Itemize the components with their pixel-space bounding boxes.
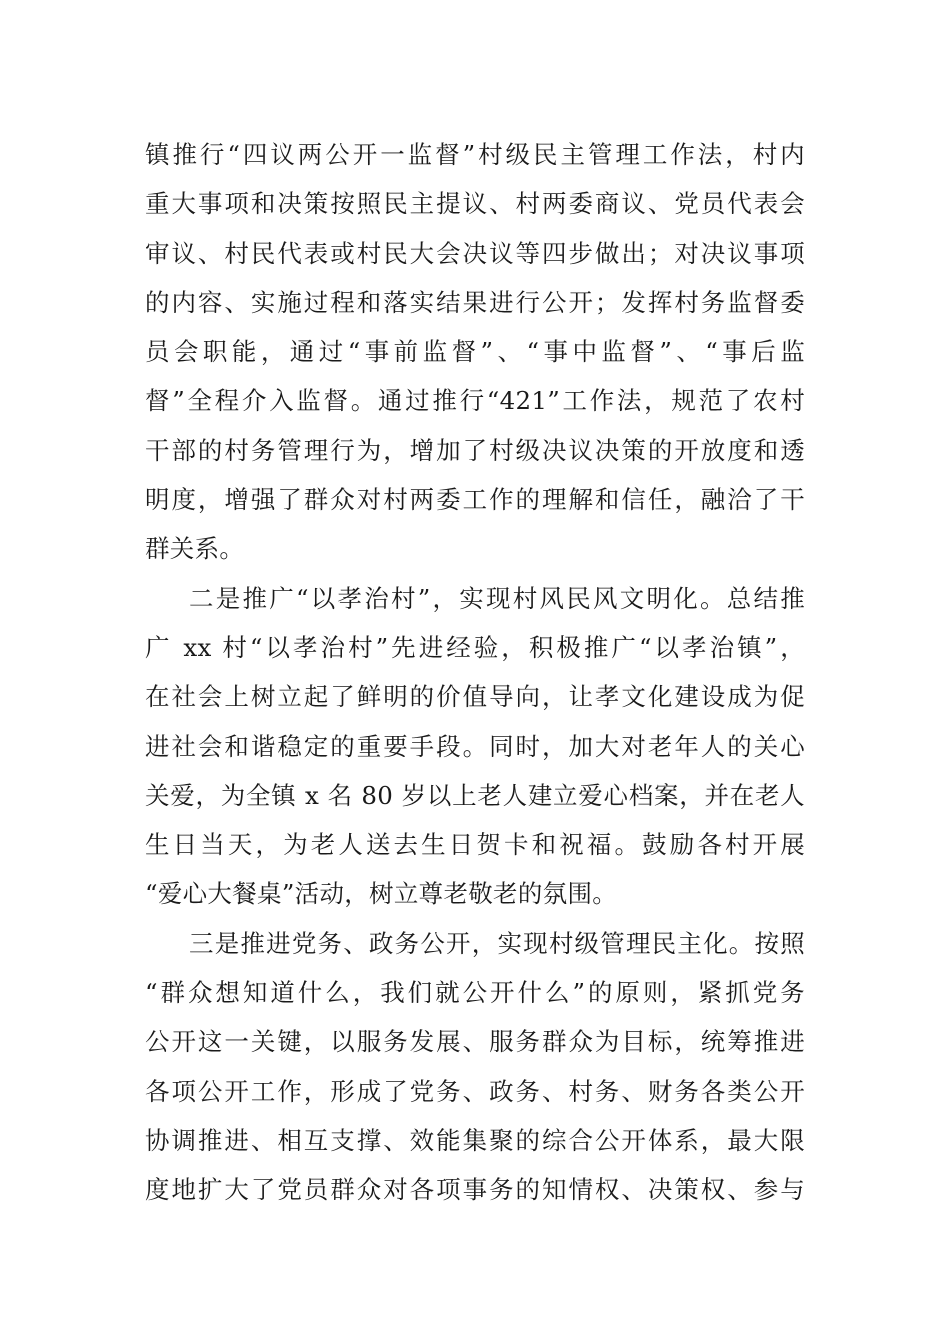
text-line: 各项公开工作，形成了党务、政务、村务、财务各类公开 (145, 1076, 805, 1106)
document-body (145, 130, 805, 1215)
text-line: 度地扩大了党员群众对各项事务的知情权、决策权、参与 (145, 1175, 805, 1205)
text-line: 在社会上树立起了鲜明的价值导向，让孝文化建设成为促 (145, 682, 805, 712)
text-line: “群众想知道什么，我们就公开什么”的原则，紧抓党务 (145, 978, 805, 1008)
text-line: 督”全程介入监督。通过推行“421”工作法，规范了农村 (145, 386, 805, 416)
text-line: “爱心大餐桌”活动，树立尊老敬老的氛围。 (145, 879, 618, 909)
text-line: 员会职能，通过“事前监督”、“事中监督”、“事后监 (145, 337, 805, 367)
text-line: 生日当天，为老人送去生日贺卡和祝福。鼓励各村开展 (145, 830, 805, 860)
text-line: 审议、村民代表或村民大会决议等四步做出；对决议事项 (145, 238, 805, 268)
text-line: 镇推行“四议两公开一监督”村级民主管理工作法，村内 (145, 140, 805, 169)
text-line: 关爱，为全镇 x 名 80 岁以上老人建立爱心档案，并在老人 (145, 780, 805, 810)
text-line: 协调推进、相互支撑、效能集聚的综合公开体系，最大限 (145, 1125, 805, 1155)
text-line: 干部的村务管理行为，增加了村级决议决策的开放度和透 (145, 435, 805, 465)
text-line: 广 xx 村“以孝治村”先进经验，积极推广“以孝治镇”， (145, 632, 805, 662)
paragraph-start-line: 三是推进党务、政务公开，实现村级管理民主化。按照 (189, 928, 805, 958)
text-line: 明度，增强了群众对村两委工作的理解和信任，融洽了干 (145, 485, 805, 515)
text-line: 重大事项和决策按照民主提议、村两委商议、党员代表会 (145, 189, 805, 219)
text-line: 进社会和谐稳定的重要手段。同时，加大对老年人的关心 (145, 731, 805, 761)
text-line: 群关系。 (145, 534, 245, 564)
paragraph-start-line: 二是推广“以孝治村”，实现村风民风文明化。总结推 (189, 583, 805, 613)
text-line: 公开这一关键，以服务发展、服务群众为目标，统筹推进 (145, 1027, 805, 1057)
text-line: 的内容、实施过程和落实结果进行公开；发挥村务监督委 (145, 287, 805, 317)
